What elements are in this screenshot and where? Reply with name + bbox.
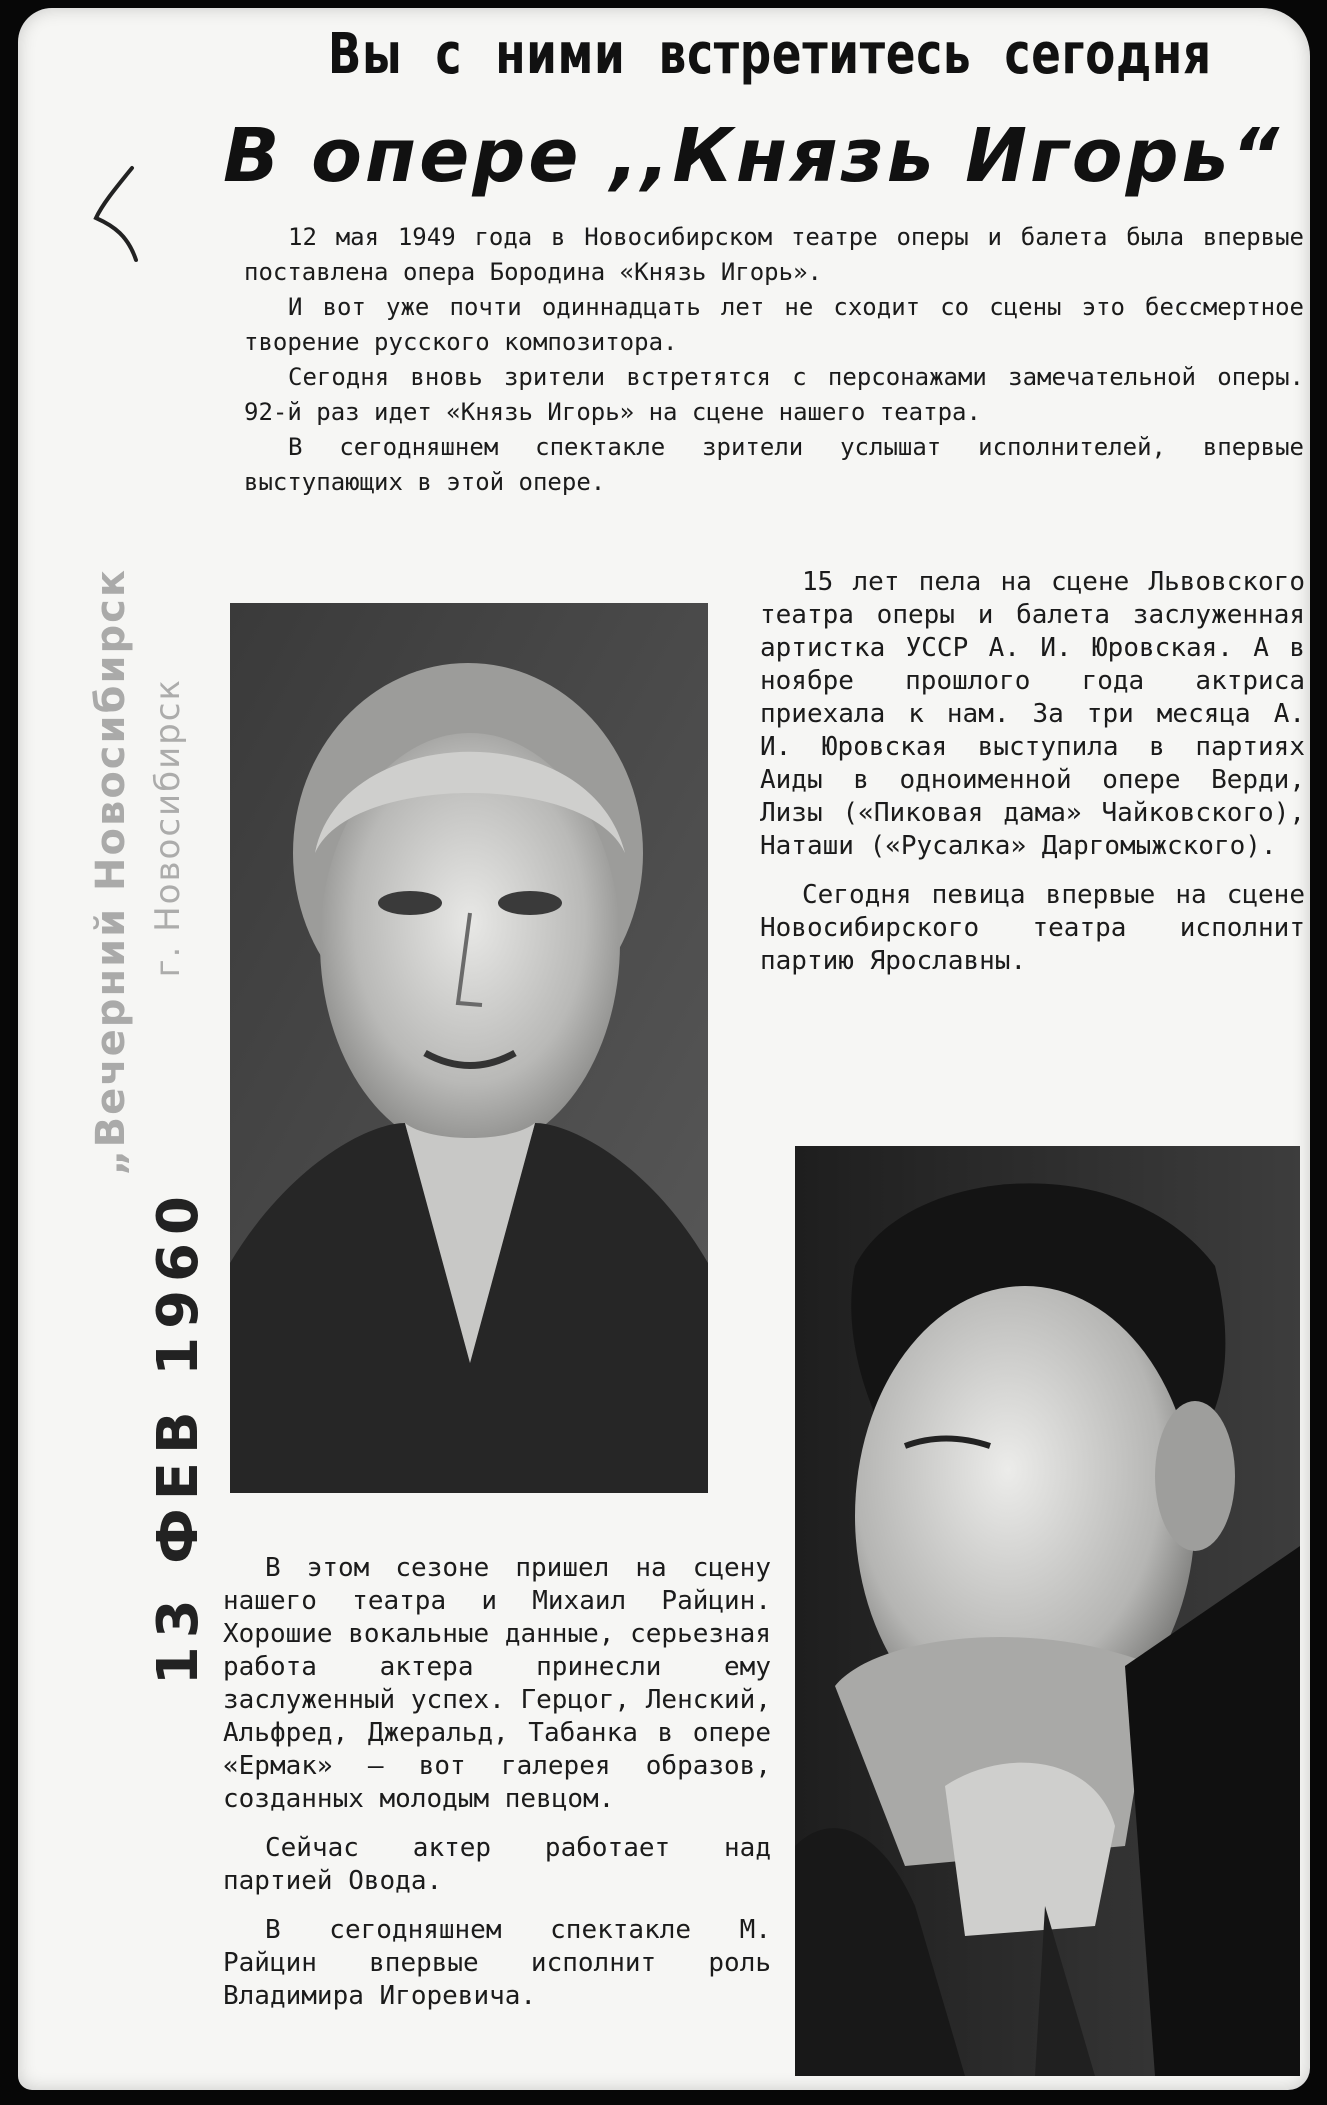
raitsin-text <box>223 1552 771 2029</box>
intro-text <box>244 220 1304 500</box>
portrait-raitsin <box>795 1146 1300 2076</box>
stamp-city: г. Новосибирск <box>148 678 188 978</box>
intro-paragraph: Сегодня вновь зрители встретятся с персонажами замечательной оперы. 92-й раз идет «Князь Игорь» на сцене нашего театра. <box>244 363 1304 426</box>
headline: В опере ,,Князь Игорь“ <box>223 113 1283 199</box>
portrait-woman-image <box>230 603 708 1493</box>
portrait-man-image <box>795 1146 1300 2076</box>
intro-paragraph: И вот уже почти одиннадцать лет не сходит со сцены это бессмертное творение русского композитора. <box>244 293 1304 356</box>
intro-paragraph: 12 мая 1949 года в Новосибирском театре оперы и балета была впервые поставлена опера Бородина «Князь Игорь». <box>244 223 1304 286</box>
portrait-yurovskaya <box>230 603 708 1493</box>
pen-mark-icon <box>84 160 154 270</box>
article-paragraph: В этом сезоне пришел на сцену нашего театра и Михаил Райцин. Хорошие вокальные данные, серьезная работа актера принесли ему заслуженный успех. Герцог, Ленский, Альфред, Джеральд, Табанка в опере «Ермак» — вот галерея образов, созданных молодым певцом. <box>223 1553 771 1814</box>
article-paragraph: Сегодня певица впервые на сцене Новосибирского театра исполнит партию Ярославны. <box>760 880 1305 976</box>
stamp-date: 13 ФЕВ 1960 <box>146 1188 211 1686</box>
article-paragraph: 15 лет пела на сцене Львовского театра оперы и балета заслуженная артистка УССР А. И. Юровская. А в ноябре прошлого года актриса приехала к нам. За три месяца А. И. Юровская выступила в партиях Аиды в одноименной опере Верди, Лизы («Пиковая дама» Чайковского), Наташи («Русалка» Даргомыжского). <box>760 567 1305 861</box>
intro-paragraph: В сегодняшнем спектакле зрители услышат исполнителей, впервые выступающих в этой опере. <box>244 433 1304 496</box>
stamp-newspaper-name: „Вечерний Новосибирск <box>88 568 134 1176</box>
article-paragraph: Сейчас актер работает над партией Овода. <box>223 1833 771 1896</box>
kicker-title: Вы с ними встретитесь сегодня <box>328 22 1212 87</box>
yurovskaya-text <box>760 566 1305 994</box>
article-paragraph: В сегодняшнем спектакле М. Райцин впервые исполнит роль Владимира Игоревича. <box>223 1915 771 2011</box>
newspaper-clipping <box>18 8 1310 2090</box>
